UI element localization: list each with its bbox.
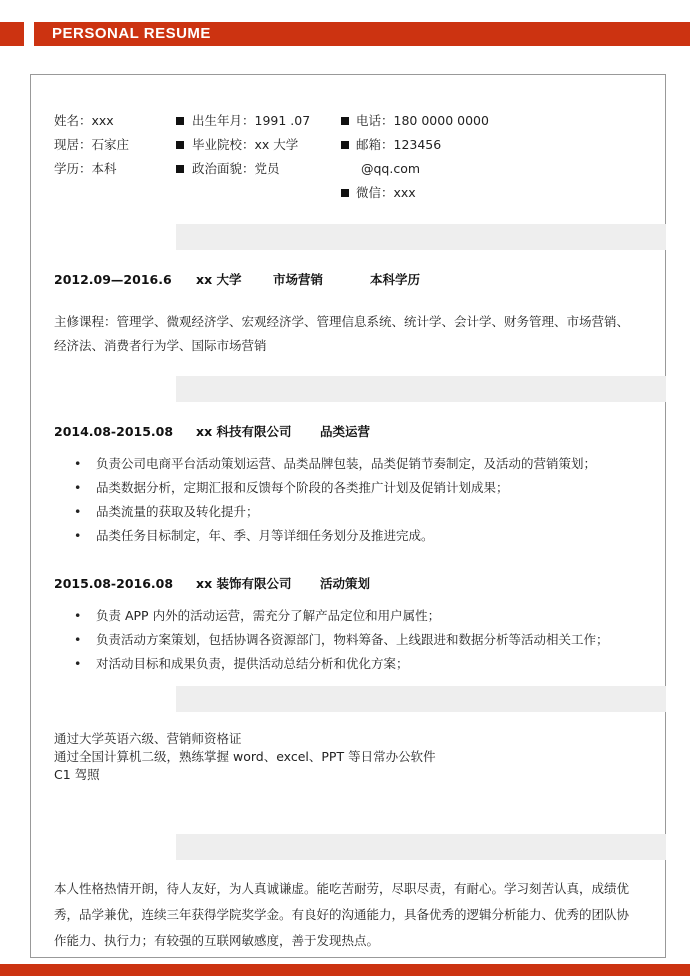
- education-school: xx 大学: [196, 272, 242, 287]
- header-accent-gap: [24, 22, 34, 46]
- education-major: 市场营销: [273, 272, 324, 287]
- square-bullet-icon: [176, 165, 184, 173]
- phone-field: 电话：180 0000 0000: [356, 113, 489, 128]
- skill-line-3: C1 驾照: [54, 767, 100, 782]
- list-item-text: 对活动目标和成果负责，提供活动总结分析和优化方案；: [96, 656, 409, 671]
- education-level-field: 学历：本科: [54, 161, 117, 176]
- experience-1-period: 2014.08-2015.08: [54, 424, 174, 439]
- header-accent-block: [0, 22, 24, 46]
- bullet-dot-icon: •: [74, 632, 82, 647]
- courses-line-2: 经济法、消费者行为学、国际市场营销: [54, 338, 267, 353]
- bullet-dot-icon: •: [74, 456, 82, 471]
- list-item-text: 品类任务目标制定，年、季、月等详细任务划分及推进完成。: [96, 528, 434, 543]
- self-eval-line-1: 本人性格热情开朗，待人友好，为人真诚谦虚。能吃苦耐劳，尽职尽责，有耐心。学习刻苦认真，成绩优: [54, 881, 630, 896]
- square-bullet-icon: [341, 189, 349, 197]
- email-field: 邮箱：123456: [356, 137, 442, 152]
- resume-title: PERSONAL RESUME: [52, 25, 211, 42]
- square-bullet-icon: [176, 141, 184, 149]
- self-eval-line-3: 作能力、执行力；有较强的互联网敏感度，善于发现热点。: [54, 933, 380, 948]
- education-degree: 本科学历: [370, 272, 421, 287]
- footer-bar: [0, 964, 690, 976]
- bullet-dot-icon: •: [74, 608, 82, 623]
- square-bullet-icon: [341, 141, 349, 149]
- list-item-text: 负责公司电商平台活动策划运营、品类品牌包装，品类促销节奏制定，及活动的营销策划；: [96, 456, 597, 471]
- wechat-field: 微信：xxx: [356, 185, 416, 200]
- square-bullet-icon: [176, 117, 184, 125]
- section-band-skills: [176, 686, 666, 712]
- email-domain-field: @qq.com: [361, 161, 421, 176]
- self-eval-line-2: 秀，品学兼优，连续三年获得学院奖学金。有良好的沟通能力，具备优秀的逻辑分析能力、优秀的团队协: [54, 907, 630, 922]
- bullet-dot-icon: •: [74, 656, 82, 671]
- header-bar: [0, 22, 690, 46]
- list-item-text: 负责活动方案策划，包括协调各资源部门，物料筹备、上线跟进和数据分析等活动相关工作；: [96, 632, 609, 647]
- bullet-dot-icon: •: [74, 480, 82, 495]
- bullet-dot-icon: •: [74, 504, 82, 519]
- square-bullet-icon: [341, 117, 349, 125]
- list-item-text: 品类流量的获取及转化提升；: [96, 504, 259, 519]
- experience-2-role: 活动策划: [320, 576, 371, 591]
- section-band-self-evaluation: [176, 834, 666, 860]
- list-item-text: 负责 APP 内外的活动运营，需充分了解产品定位和用户属性；: [96, 608, 441, 623]
- section-band-experience: [176, 376, 666, 402]
- experience-2-company: xx 装饰有限公司: [196, 576, 292, 591]
- education-period: 2012.09—2016.6: [54, 272, 172, 287]
- skill-line-2: 通过全国计算机二级，熟练掌握 word、excel、PPT 等日常办公软件: [54, 749, 436, 764]
- name-field: 姓名：xxx: [54, 113, 114, 128]
- experience-1-company: xx 科技有限公司: [196, 424, 292, 439]
- bullet-dot-icon: •: [74, 528, 82, 543]
- political-field: 政治面貌：党员: [192, 161, 280, 176]
- residence-field: 现居：石家庄: [54, 137, 130, 152]
- school-field: 毕业院校：xx 大学: [192, 137, 299, 152]
- birth-field: 出生年月：1991 .07: [192, 113, 311, 128]
- list-item-text: 品类数据分析，定期汇报和反馈每个阶段的各类推广计划及促销计划成果；: [96, 480, 509, 495]
- section-band-education: [176, 224, 666, 250]
- courses-line-1: 主修课程：管理学、微观经济学、宏观经济学、管理信息系统、统计学、会计学、财务管理、市场营销、: [54, 314, 630, 329]
- experience-2-period: 2015.08-2016.08: [54, 576, 174, 591]
- skill-line-1: 通过大学英语六级、营销师资格证: [54, 731, 242, 746]
- experience-1-role: 品类运营: [320, 424, 371, 439]
